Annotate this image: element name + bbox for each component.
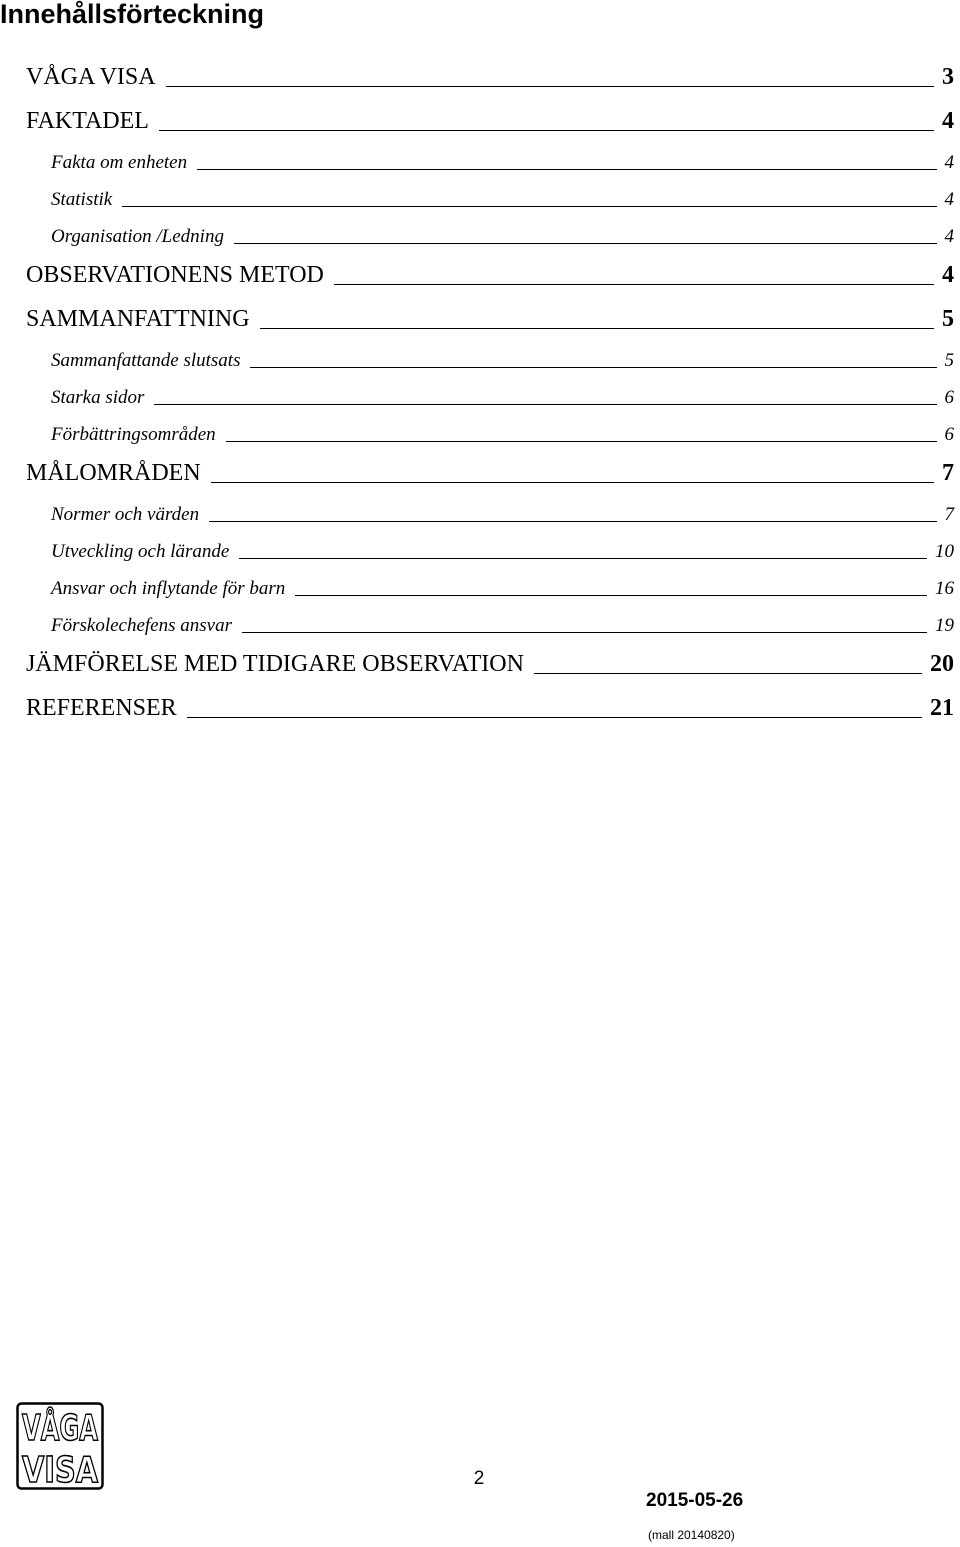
toc-entry[interactable] — [51, 504, 954, 526]
toc-entry-label: FAKTADEL — [26, 108, 149, 134]
toc-leader-line — [211, 482, 934, 483]
toc-entry[interactable] — [51, 578, 954, 600]
toc-entry-page: 6 — [944, 387, 954, 408]
toc-leader-line — [159, 130, 934, 131]
toc-entry-page: 21 — [930, 695, 954, 721]
toc-entry[interactable] — [26, 262, 954, 289]
toc-leader-line — [122, 206, 936, 207]
toc-entry[interactable] — [26, 306, 954, 333]
toc-entry-label: JÄMFÖRELSE MED TIDIGARE OBSERVATION — [26, 651, 524, 677]
toc-entry-label: MÅLOMRÅDEN — [26, 460, 201, 486]
toc-entry[interactable] — [51, 152, 954, 174]
toc-entry-label: Utveckling och lärande — [51, 541, 230, 562]
toc-leader-line — [187, 717, 922, 718]
toc-entry-page: 4 — [944, 189, 954, 210]
toc-entry-page: 4 — [942, 108, 954, 134]
page-title: Innehållsförteckning — [0, 0, 265, 29]
toc-entry-page: 4 — [942, 262, 954, 288]
toc-entry-label: REFERENSER — [26, 695, 177, 721]
toc-entry-page: 16 — [935, 578, 954, 599]
toc-entry-label: Normer och värden — [51, 504, 200, 525]
toc-entry-page: 6 — [944, 424, 954, 445]
toc-entry-page: 19 — [935, 615, 954, 636]
logo-text-line-1: VÅGA — [22, 1408, 136, 1449]
toc-leader-line — [154, 404, 936, 405]
toc-entry-page: 4 — [944, 152, 954, 173]
toc-leader-line — [250, 367, 936, 368]
toc-leader-line — [534, 673, 922, 674]
toc-entry[interactable] — [51, 387, 954, 409]
toc-entry-page: 7 — [944, 504, 954, 525]
toc-entry-page: 10 — [935, 541, 954, 562]
toc-entry-label: Fakta om enheten — [51, 152, 188, 173]
toc-leader-line — [209, 521, 936, 522]
toc-entry[interactable] — [51, 615, 954, 637]
toc-entry-label: Starka sidor — [51, 387, 145, 408]
toc-entry[interactable] — [26, 64, 954, 91]
toc-leader-line — [334, 284, 934, 285]
toc-leader-line — [234, 243, 937, 244]
toc-entry-page: 5 — [942, 306, 954, 332]
toc-entry[interactable] — [26, 108, 954, 135]
toc-entry-page: 20 — [930, 651, 954, 677]
toc-entry-page: 5 — [944, 350, 954, 371]
template-version: (mall 20140820) — [648, 1528, 735, 1542]
toc-entry-label: OBSERVATIONENS METOD — [26, 262, 324, 288]
toc-leader-line — [295, 595, 927, 596]
toc-leader-line — [226, 441, 937, 442]
toc-entry-label: Sammanfattande slutsats — [51, 350, 241, 371]
toc-entry[interactable] — [51, 541, 954, 563]
toc-entry-label: Förskolechefens ansvar — [51, 615, 232, 636]
toc-entry[interactable] — [26, 460, 954, 487]
toc-entry-label: Organisation /Ledning — [51, 226, 224, 247]
toc-entry-label: Förbättringsområden — [51, 424, 216, 445]
vaga-visa-logo — [16, 1402, 136, 1491]
toc-entry-page: 3 — [942, 64, 954, 90]
toc-leader-line — [239, 558, 927, 559]
toc-entry[interactable] — [51, 350, 954, 372]
toc-entry[interactable] — [26, 651, 954, 678]
toc-entry-label: VÅGA VISA — [26, 64, 156, 90]
page-number: 2 — [473, 1468, 485, 1489]
toc-leader-line — [166, 86, 934, 87]
toc-entry[interactable] — [51, 189, 954, 211]
toc-entry-label: SAMMANFATTNING — [26, 306, 250, 332]
toc-leader-line — [260, 328, 934, 329]
toc-entry-page: 4 — [944, 226, 954, 247]
toc-entry[interactable] — [51, 226, 954, 248]
toc-leader-line — [197, 169, 936, 170]
document-date: 2015-05-26 — [646, 1490, 744, 1511]
toc-entry[interactable] — [51, 424, 954, 446]
toc-entry[interactable] — [26, 695, 954, 722]
logo-text-line-2: VISA — [22, 1450, 99, 1491]
toc-leader-line — [242, 632, 927, 633]
toc-entry-page: 7 — [942, 460, 954, 486]
toc-entry-label: Ansvar och inflytande för barn — [51, 578, 286, 599]
toc-entry-label: Statistik — [51, 189, 113, 210]
